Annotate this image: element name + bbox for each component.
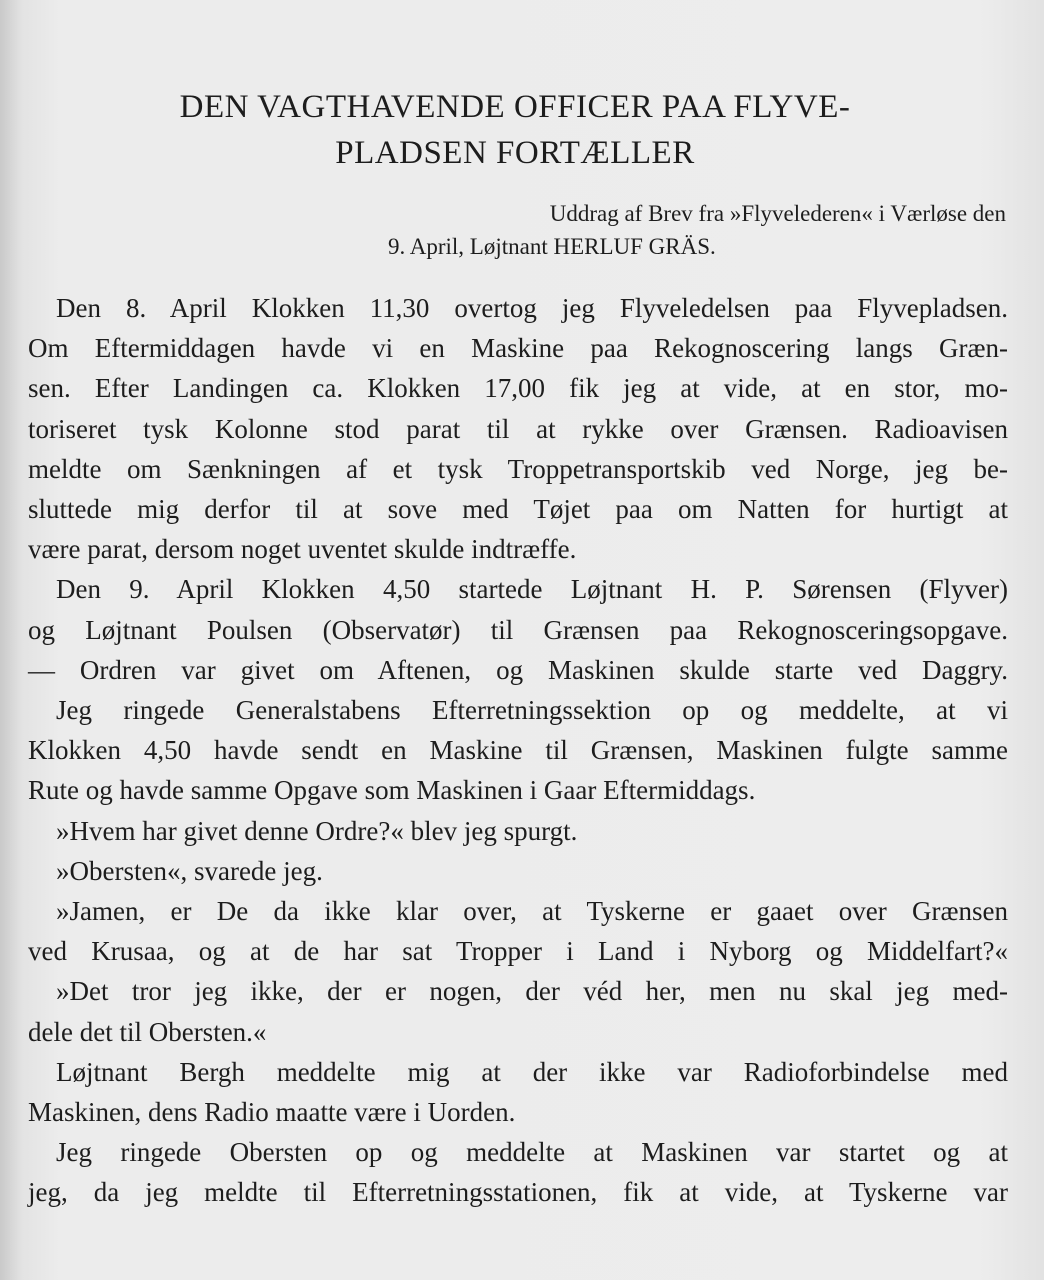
text-line: Den 8. April Klokken 11,30 overtog jeg Flyveledelsen paa Flyvepladsen.	[56, 293, 1008, 323]
text-line: »Jamen, er De da ikke klar over, at Tyskerne er gaaet over Grænsen	[56, 896, 1008, 927]
text-line: — Ordren var givet om Aftenen, og Maskinen skulde starte ved Daggry.	[28, 654, 1008, 685]
body-text	[28, 288, 1008, 1213]
source-line-1: Uddrag af Brev fra »Flyvelederen« i Værløse den	[549, 201, 1006, 226]
text-line: Rute og havde samme Opgave som Maskinen i Gaar Eftermiddags.	[28, 775, 756, 806]
title-line-2: PLADSEN FORTÆLLER	[335, 135, 695, 171]
text-line: dele det til Obersten.«	[28, 1016, 267, 1047]
text-line: og Løjtnant Poulsen (Observatør) til Grænsen paa Rekognosceringsopgave.	[28, 614, 1008, 645]
text-line: meldte om Sænkningen af et tysk Troppetransportskib ved Norge, jeg be-	[28, 453, 1008, 484]
text-line: Løjtnant Bergh meddelte mig at der ikke var Radioforbindelse med	[56, 1056, 1008, 1087]
page-title	[120, 84, 910, 176]
text-line: toriseret tysk Kolonne stod parat til at rykke over Grænsen. Radioavisen	[28, 413, 1008, 444]
text-line: »Det tror jeg ikke, der er nogen, der véd her, men nu skal jeg med-	[56, 976, 1008, 1007]
text-line: »Obersten«, svarede jeg.	[56, 855, 323, 886]
title-line-1: DEN VAGTHAVENDE OFFICER PAA FLYVE-	[179, 89, 851, 125]
text-line: Den 9. April Klokken 4,50 startede Løjtnant H. P. Sørensen (Flyver)	[56, 574, 1008, 605]
text-line: sen. Efter Landingen ca. Klokken 17,00 fik jeg at vide, at en stor, mo-	[28, 373, 1008, 404]
text-line: ved Krusaa, og at de har sat Tropper i Land i Nyborg og Middelfart?«	[28, 936, 1008, 967]
text-line: Maskinen, dens Radio maatte være i Uorden.	[28, 1097, 516, 1128]
source-note	[330, 197, 1006, 263]
text-line: Klokken 4,50 havde sendt en Maskine til Grænsen, Maskinen fulgte samme	[28, 735, 1008, 766]
text-line: Om Eftermiddagen havde vi en Maskine paa Rekognoscering langs Græn-	[28, 333, 1008, 364]
text-line: sluttede mig derfor til at sove med Tøjet paa om Natten for hurtigt at	[28, 494, 1008, 525]
text-line: være parat, dersom noget uventet skulde indtræffe.	[28, 534, 577, 565]
source-line-2: 9. April, Løjtnant HERLUF GRÄS.	[388, 234, 716, 259]
text-line: »Hvem har givet denne Ordre?« blev jeg spurgt.	[56, 815, 578, 846]
text-line: Jeg ringede Generalstabens Efterretningssektion op og meddelte, at vi	[56, 695, 1008, 726]
text-line: Jeg ringede Obersten op og meddelte at Maskinen var startet og at	[56, 1137, 1008, 1168]
text-line: jeg, da jeg meldte til Efterretningsstationen, fik at vide, at Tyskerne var	[28, 1177, 1008, 1208]
